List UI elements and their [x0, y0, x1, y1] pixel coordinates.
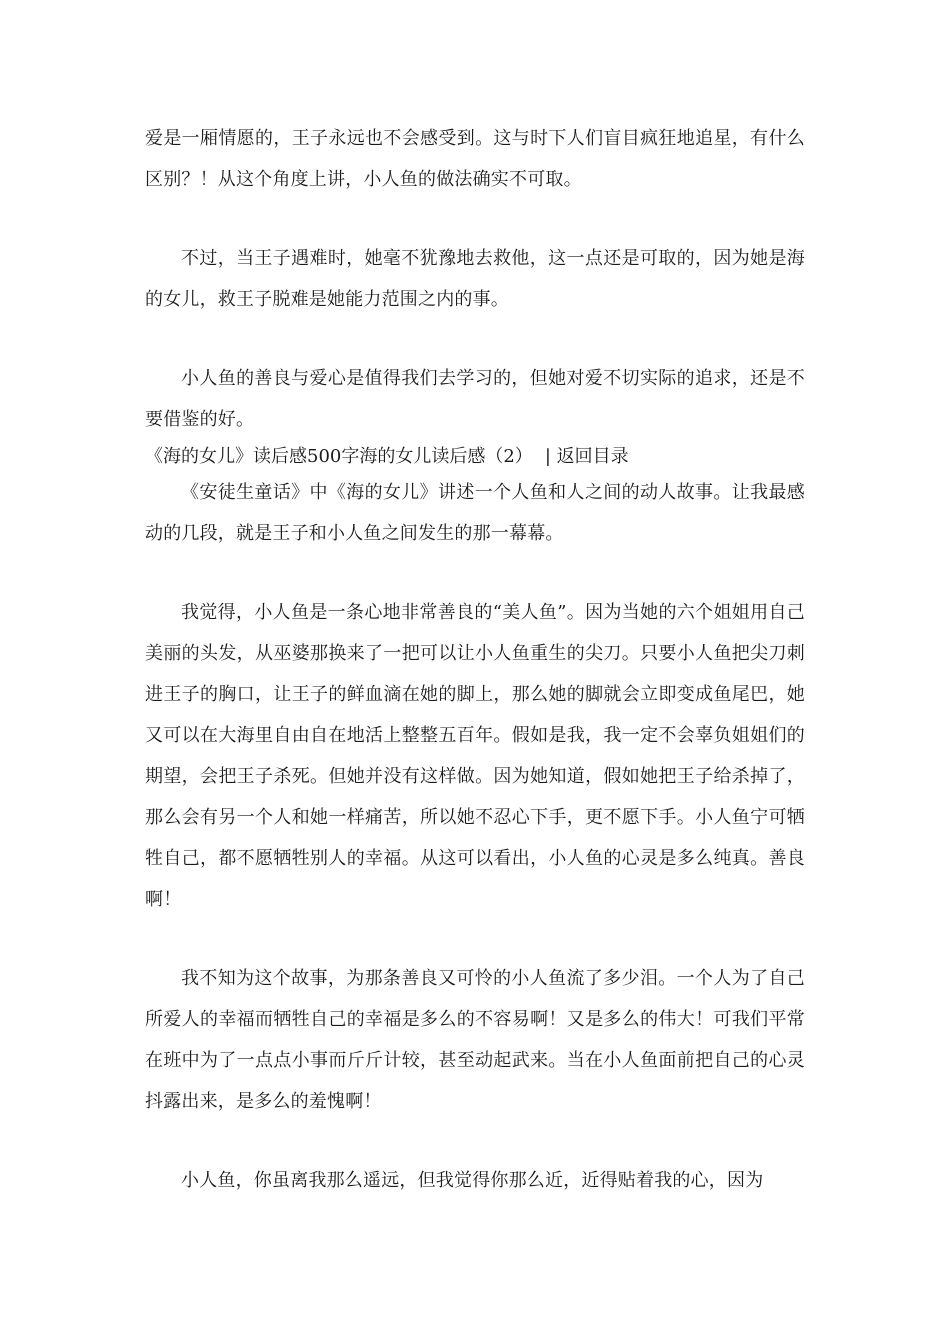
paragraph-1: 爱是一厢情愿的，王子永远也不会感受到。这与时下人们盲目疯狂地追星，有什么区别？！从这个角度上讲，小人鱼的做法确实不可取。	[145, 128, 805, 190]
section-title: 《海的女儿》读后感500字海的女儿读后感（2）	[145, 446, 533, 467]
heading-separator: |	[544, 446, 551, 467]
section-heading	[145, 442, 805, 472]
paragraph-2: 不过，当王子遇难时，她毫不犹豫地去救他，这一点还是可取的，因为她是海的女儿，救王子脱难是她能力范围之内的事。	[145, 248, 805, 310]
paragraph-3: 小人鱼的善良与爱心是值得我们去学习的，但她对爱不切实际的追求，还是不要借鉴的好。	[145, 368, 805, 430]
paragraph-7: 小人鱼，你虽离我那么遥远，但我觉得你那么近，近得贴着我的心，因为	[181, 1170, 764, 1191]
paragraph-5: 我觉得，小人鱼是一条心地非常善良的“美人鱼”。因为当她的六个姐姐用自己美丽的头发，从巫婆那换来了一把可以让小人鱼重生的尖刀。只要小人鱼把尖刀刺进王子的胸口，让王子的鲜血滴在她的脚上，那么她的脚就会立即变成鱼尾巴，她又可以在大海里自由自在地活上整整五百年。假如是我，我一定不会辜负姐姐们的期望，会把王子杀死。但她并没有这样做。因为她知道，假如她把王子给杀掉了，那么会有另一个人和她一样痛苦，所以她不忍心下手，更不愿下手。小人鱼宁可牺牲自己，都不愿牺牲别人的幸福。从这可以看出，小人鱼的心灵是多么纯真。善良啊！	[145, 602, 805, 910]
back-to-contents-link[interactable]: 返回目录	[556, 446, 629, 467]
paragraph-4: 《安徒生童话》中《海的女儿》讲述一个人鱼和人之间的动人故事。让我最感动的几段，就是王子和小人鱼之间发生的那一幕幕。	[145, 482, 805, 544]
document-page	[145, 118, 805, 1201]
paragraph-6: 我不知为这个故事，为那条善良又可怜的小人鱼流了多少泪。一个人为了自己所爱人的幸福而牺牲自己的幸福是多么的不容易啊！又是多么的伟大！可我们平常在班中为了一点点小事而斤斤计较，甚至动起武来。当在小人鱼面前把自己的心灵抖露出来，是多么的羞愧啊！	[145, 968, 805, 1112]
